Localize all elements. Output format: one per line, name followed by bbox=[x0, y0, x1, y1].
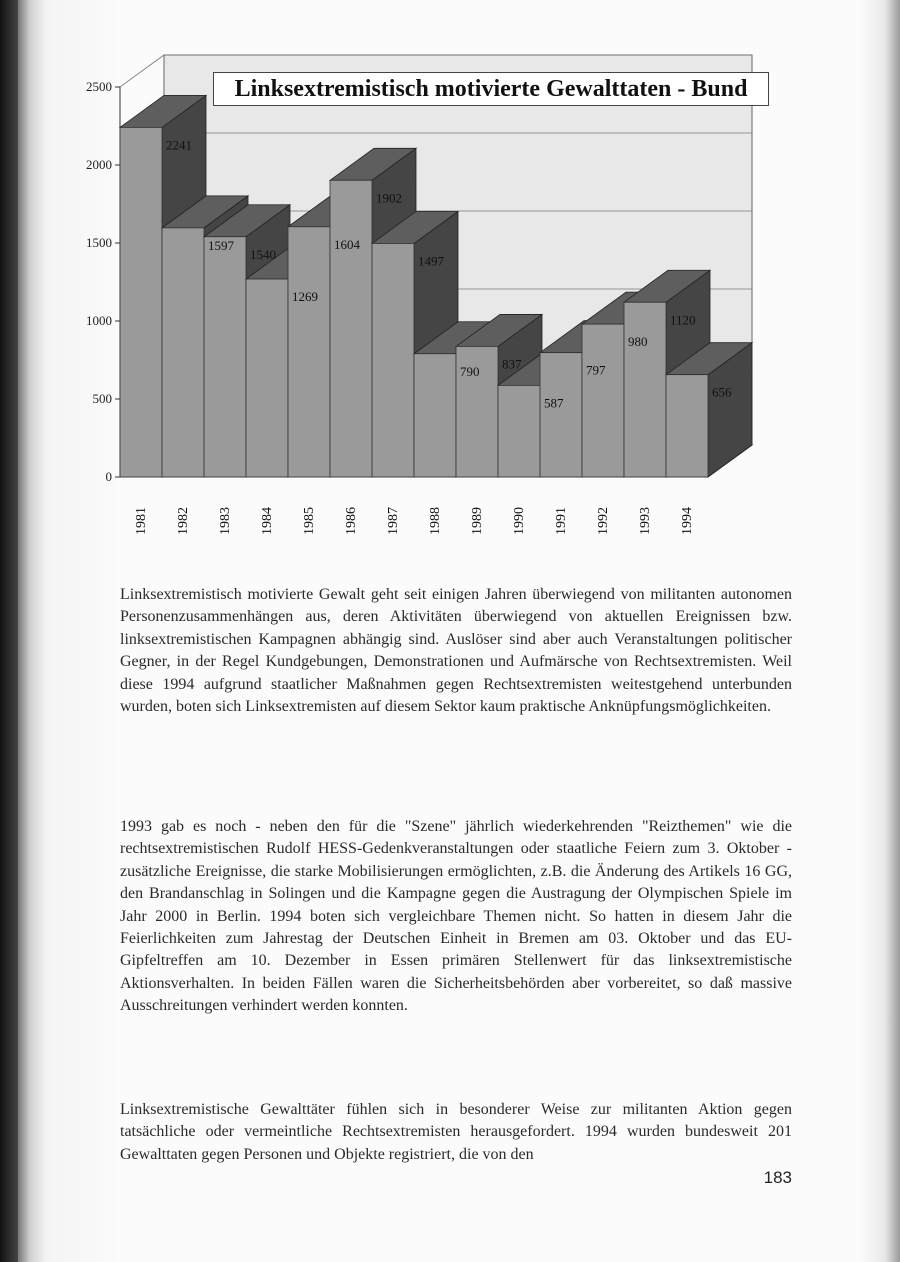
bar-front bbox=[204, 237, 246, 477]
x-tick-1985: 1985 bbox=[302, 507, 317, 535]
data-label-1984: 1269 bbox=[292, 289, 318, 305]
data-label-1993: 1120 bbox=[670, 312, 696, 328]
data-label-1994: 656 bbox=[712, 384, 732, 400]
bar-front bbox=[540, 353, 582, 477]
data-label-1981: 2241 bbox=[166, 137, 192, 153]
y-tick-label: 500 bbox=[92, 391, 112, 406]
paragraph-1: Linksextremistisch motivierte Gewalt geht seit einigen Jahren überwiegend von militanten autonomen Personenzusammenhängen aus, deren Aktivitäten überwiegend von aktuellen Ereignissen bzw. linksextremistischen Kampagnen abhängig sind. Auslöser sind aber auch Veranstaltungen politischer Gegner, in der Regel Kundgebungen, Demonstrationen und Aufmärsche von Rechtsextremisten. Weil diese 1994 aufgrund staatlicher Maßnahmen gegen Rechtsextremisten weitestgehend unterbunden wurden, boten sich Linksextremisten auf diesem Sektor kaum praktische Anknüpfungsmöglichkeiten. bbox=[120, 586, 792, 716]
data-label-1989: 837 bbox=[502, 356, 522, 372]
x-tick-1990: 1990 bbox=[512, 507, 527, 535]
gridline-diagonal bbox=[120, 55, 164, 87]
y-tick-label: 0 bbox=[105, 469, 112, 484]
bar-chart bbox=[60, 50, 760, 540]
data-label-1983: 1540 bbox=[250, 246, 276, 262]
x-tick-1987: 1987 bbox=[386, 507, 401, 535]
y-tick-label: 1500 bbox=[86, 235, 112, 250]
y-tick-label: 1000 bbox=[86, 313, 112, 328]
data-label-1991: 797 bbox=[586, 362, 606, 378]
bar-front bbox=[288, 227, 330, 477]
bar-front bbox=[582, 324, 624, 477]
x-tick-1989: 1989 bbox=[470, 507, 485, 535]
bar-front bbox=[246, 279, 288, 477]
x-tick-1984: 1984 bbox=[260, 507, 275, 535]
data-label-1986: 1902 bbox=[376, 190, 402, 206]
x-tick-1982: 1982 bbox=[176, 507, 191, 535]
x-tick-1991: 1991 bbox=[554, 507, 569, 535]
data-label-1992: 980 bbox=[628, 334, 648, 350]
data-label-1982: 1597 bbox=[208, 237, 234, 253]
book-gutter-shadow bbox=[0, 0, 18, 1262]
bar-front bbox=[666, 375, 708, 477]
data-label-1988: 790 bbox=[460, 363, 480, 379]
x-tick-1993: 1993 bbox=[638, 507, 653, 535]
bar-front bbox=[624, 302, 666, 477]
bar-front bbox=[414, 354, 456, 477]
data-label-1987: 1497 bbox=[418, 253, 444, 269]
x-tick-1988: 1988 bbox=[428, 507, 443, 535]
y-tick-label: 2000 bbox=[86, 157, 112, 172]
data-label-1990: 587 bbox=[544, 395, 564, 411]
x-tick-1994: 1994 bbox=[680, 507, 695, 535]
data-label-1985: 1604 bbox=[334, 236, 360, 252]
bar-front bbox=[330, 180, 372, 477]
bar-front bbox=[498, 385, 540, 477]
y-tick-label: 2500 bbox=[86, 79, 112, 94]
paragraph-3: Linksextremistische Gewalttäter fühlen sich in besonderer Weise zur militanten Aktion gegen tatsächliche oder vermeintliche Rechtsextremisten herausgefordert. 1994 wurden bundesweit 201 Gewalttaten gegen Personen und Objekte registriert, die von den bbox=[120, 1101, 792, 1163]
x-tick-1986: 1986 bbox=[344, 507, 359, 535]
page-number: 183 bbox=[763, 1168, 792, 1187]
bar-front bbox=[372, 243, 414, 477]
chart-title: Linksextremistisch motivierte Gewalttaten - Bund bbox=[213, 72, 769, 106]
x-tick-1992: 1992 bbox=[596, 507, 611, 535]
bar-front bbox=[162, 228, 204, 477]
x-tick-1981: 1981 bbox=[134, 507, 149, 535]
bar-front bbox=[120, 127, 162, 477]
x-tick-1983: 1983 bbox=[218, 507, 233, 535]
paragraph-2: 1993 gab es noch - neben den für die "Szene" jährlich wiederkehrenden "Reizthemen" wie die rechtsextremistischen Rudolf HESS-Gedenkveranstaltungen oder staatliche Feiern zum 3. Oktober - zusätzliche Ereignisse, die starke Mobilisierungen ermöglichten, z.B. die Änderung des Artikels 16 GG, den Brandanschlag in Solingen und die Kampagne gegen die Austragung der Olympischen Spiele im Jahr 2000 in Berlin. 1994 boten sich vergleichbare Themen nicht. So hatten in diesem Jahr die Feierlichkeiten zum Jahrestag der Deutschen Einheit in Bremen am 03. Oktober und das EU-Gipfeltreffen am 10. Dezember in Essen primären Stellenwert für das linksextremistische Aktionsverhalten. In beiden Fällen waren die Sicherheitsbehörden aber vorbereitet, so daß massive Ausschreitungen verhindert werden konnten. bbox=[120, 818, 792, 1015]
